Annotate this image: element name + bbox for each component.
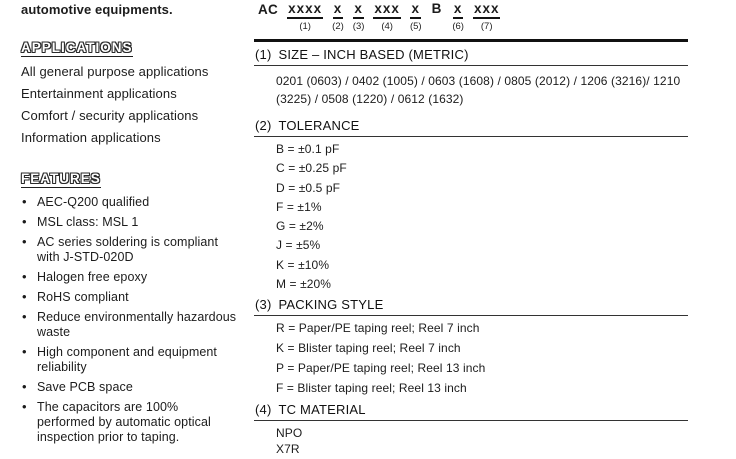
segment-index: (2) — [332, 21, 344, 32]
application-item: Information applications — [21, 130, 161, 145]
features-heading: FEATURES — [21, 171, 101, 186]
segment-code: B — [431, 1, 443, 16]
section-number: (4) — [255, 401, 272, 417]
part-number-segment — [473, 2, 501, 32]
segment-code: x — [410, 2, 421, 19]
applications-list — [21, 61, 241, 149]
feature-text: MSL class: MSL 1 — [37, 215, 139, 229]
size-options: 0201 (0603) / 0402 (1005) / 0603 (1608) / 0805 (2012) / 1206 (3216)/ 1210 (3225) / 0508 (1220) / 0612 (1632) — [276, 74, 681, 106]
bullet-icon: • — [22, 214, 27, 229]
segment-code: xxxx — [287, 2, 323, 19]
packing-option: R = Paper/PE taping reel; Reel 7 inch — [276, 321, 480, 336]
bullet-icon: • — [22, 269, 27, 284]
application-item: Comfort / security applications — [21, 108, 199, 123]
packing-option: F = Blister taping reel; Reel 13 inch — [276, 380, 467, 395]
segment-index: (3) — [352, 21, 365, 32]
section-tc-material — [254, 402, 688, 456]
feature-item — [21, 310, 237, 340]
feature-text: AEC-Q200 qualified — [37, 195, 150, 209]
section-number: (2) — [255, 118, 272, 133]
segment-index: (5) — [409, 21, 422, 32]
section-size — [254, 47, 688, 108]
section-title: SIZE – INCH BASED (METRIC) — [278, 47, 469, 62]
segment-code: xxx — [373, 2, 401, 19]
bullet-icon: • — [22, 309, 27, 324]
tolerance-option: G = ±2% — [276, 219, 324, 234]
ordering-code-column — [254, 2, 688, 459]
feature-text: Save PCB space — [37, 380, 133, 394]
feature-text: Halogen free epoxy — [37, 270, 148, 284]
bullet-icon: • — [22, 289, 27, 304]
segment-index: (1) — [299, 21, 311, 32]
bullet-icon: • — [22, 194, 27, 209]
divider-rule — [254, 39, 688, 42]
tolerance-option: B = ±0.1 pF — [276, 142, 340, 156]
part-number-segment — [332, 2, 344, 32]
feature-item — [21, 290, 237, 305]
tolerance-option: F = ±1% — [276, 199, 322, 214]
segment-index: (7) — [480, 21, 493, 32]
section-heading — [254, 402, 688, 421]
tolerance-option: C = ±0.25 pF — [276, 161, 347, 176]
segment-code: x — [333, 2, 344, 19]
segment-index: (6) — [452, 21, 464, 32]
tc-material-option: X7R — [276, 441, 300, 456]
tolerance-option: D = ±0.5 pF — [276, 180, 341, 195]
section-title: PACKING STYLE — [278, 297, 384, 313]
application-item: All general purpose applications — [21, 64, 209, 79]
feature-item — [21, 400, 237, 445]
feature-text: High component and equipment reliability — [37, 345, 218, 374]
section-number: (3) — [255, 297, 272, 313]
part-number-segment — [353, 2, 365, 32]
part-number-prefix: AC — [258, 2, 279, 17]
tolerance-option: M = ±20% — [276, 277, 332, 292]
section-number: (1) — [255, 47, 272, 62]
section-tolerance — [254, 118, 688, 291]
part-number-segment — [373, 2, 401, 32]
section-title: TC MATERIAL — [278, 401, 366, 417]
segment-code: xxx — [473, 2, 501, 19]
bullet-icon: • — [22, 399, 27, 414]
feature-item — [21, 380, 237, 395]
tolerance-option: J = ±5% — [276, 238, 321, 253]
segment-code: x — [453, 2, 464, 19]
tc-material-option: NPO — [276, 425, 303, 440]
features-list — [21, 195, 237, 445]
bullet-icon: • — [22, 234, 27, 249]
section-items — [254, 66, 688, 108]
section-items — [254, 316, 688, 394]
section-heading — [254, 118, 688, 137]
section-heading — [254, 297, 688, 316]
feature-text: RoHS compliant — [37, 290, 129, 304]
segment-index: (4) — [381, 21, 393, 32]
left-column — [21, 2, 241, 450]
part-number-segment — [410, 2, 422, 32]
section-heading — [254, 47, 688, 66]
part-number-segment — [452, 2, 464, 32]
feature-item — [21, 215, 237, 230]
section-title: TOLERANCE — [278, 118, 360, 133]
segment-code: x — [353, 2, 364, 19]
bullet-icon: • — [22, 344, 27, 359]
feature-item — [21, 195, 237, 210]
part-number-legend — [254, 2, 688, 32]
application-item: Entertainment applications — [21, 86, 177, 101]
section-items — [254, 421, 688, 456]
part-number-segment — [287, 2, 323, 32]
section-packing-style — [254, 297, 688, 394]
packing-option: K = Blister taping reel; Reel 7 inch — [276, 341, 461, 356]
packing-option: P = Paper/PE taping reel; Reel 13 inch — [276, 360, 486, 375]
feature-text: AC series soldering is compliant with J-STD-020D — [37, 235, 219, 264]
tolerance-option: K = ±10% — [276, 257, 330, 272]
feature-item — [21, 345, 237, 375]
feature-text: The capacitors are 100% performed by automatic optical inspection prior to taping. — [37, 400, 211, 444]
feature-text: Reduce environmentally hazardous waste — [37, 310, 237, 339]
feature-item — [21, 270, 237, 285]
bullet-icon: • — [22, 379, 27, 394]
section-items — [254, 137, 688, 291]
part-number-segment-fixed — [431, 2, 444, 21]
feature-item — [21, 235, 237, 265]
intro-text: automotive equipments. — [21, 2, 173, 17]
applications-heading: APPLICATIONS — [21, 40, 133, 55]
